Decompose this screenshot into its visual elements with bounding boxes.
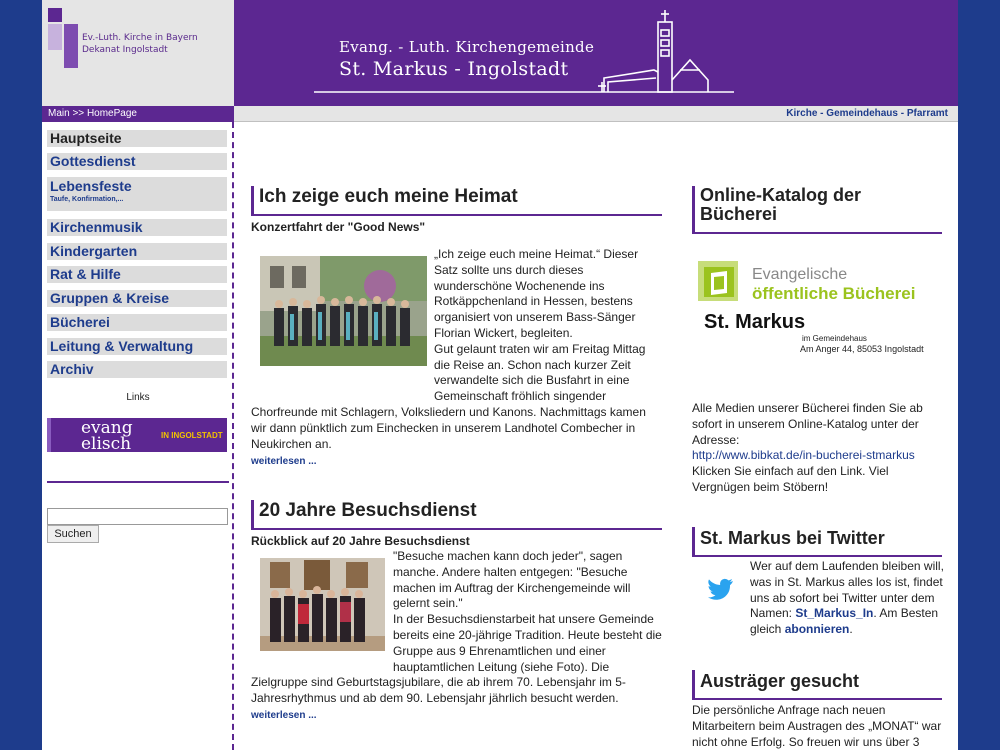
article-2-photo[interactable] — [260, 558, 385, 651]
site-banner — [234, 0, 958, 106]
article-1-photo[interactable] — [260, 256, 427, 366]
sidebar-item-leitung-verwaltung[interactable]: Leitung & Verwaltung — [47, 338, 227, 355]
article-1-text-bottom: Chorfreunde mit Schlagern, Volksliedern und Kanons. Nachmittags kamen wir dann pünktlich zum Einchecken in unserem Landhotel Combecher in Neukirchen an. — [251, 405, 646, 451]
article-2-title[interactable]: 20 Jahre Besuchsdienst — [251, 500, 662, 530]
catalog-text: Alle Medien unserer Bücherei finden Sie ab sofort in unserem Online-Katalog unter der Adresse: http://www.bibkat.de/in-bucherei-stmarkus Klicken Sie einfach auf den Link. Viel Vergnügen beim Stöbern! — [692, 401, 942, 496]
twitter-text: Wer auf dem Laufenden bleiben will, was in St. Markus alles los ist, findet uns ab sofort bei Twitter unter dem Namen: St_Markus_In. Am Besten gleich abonnieren. — [750, 559, 944, 637]
sidebar-item-kindergarten[interactable]: Kindergarten — [47, 243, 227, 260]
article-2-text-top: "Besuche machen kann doch jeder", sagen manche. Andere halten entgegen: "Besuche machen im Auftrag der Kirchengemeinde will gelernt sein." In der Besuchsdienstarbeit hat unsere Gemeinde bereits eine 20-jährige Tradition. Heute besteht die Gruppe aus 9 Ehrenamtlichen und einer hauptamtlichen Leitung (siehe Foto). Die — [393, 549, 662, 674]
library-logo[interactable] — [694, 253, 944, 358]
parish-title: Evang. - Luth. Kirchengemeinde — [339, 38, 595, 56]
page — [42, 0, 958, 750]
breadcrumb-separator: >> — [69, 108, 87, 119]
parish-name: St. Markus - Ingolstadt — [339, 58, 569, 80]
dekanat-logo[interactable] — [42, 0, 234, 106]
sidebar-item-lebensfeste[interactable]: Lebensfeste Taufe, Konfirmation,... — [47, 177, 227, 211]
catalog-url-link[interactable]: http://www.bibkat.de/in-bucherei-stmarkus — [692, 448, 915, 463]
top-links[interactable]: Kirche - Gemeindehaus - Pfarramt — [234, 106, 958, 122]
visiting-service-group-photo-icon — [260, 558, 385, 651]
twitter-subscribe-link[interactable]: abonnieren — [784, 622, 850, 637]
breadcrumb — [42, 106, 234, 122]
sidebar-divider — [47, 481, 229, 483]
svg-text:im Gemeindehaus: im Gemeindehaus — [802, 334, 867, 343]
svg-text:St. Markus: St. Markus — [704, 311, 806, 333]
svg-text:Am Anger 44, 85053 Ingolstadt: Am Anger 44, 85053 Ingolstadt — [800, 344, 924, 354]
article-1-subtitle: Konzertfahrt der "Good News" — [251, 220, 426, 234]
evangelisch-logo-icon — [51, 418, 227, 452]
carrier-text: Die persönliche Anfrage nach neuen Mitarbeitern beim Austragen des „MONAT“ war nicht ohne Erfolg. So freuen wir uns über 3 — [692, 703, 942, 749]
article-2-subtitle: Rückblick auf 20 Jahre Besuchsdienst — [251, 534, 470, 548]
search-button[interactable]: Suchen — [47, 525, 99, 543]
svg-text:IN INGOLSTADT: IN INGOLSTADT — [161, 431, 223, 440]
sidebar-item-hauptseite[interactable]: Hauptseite — [47, 130, 227, 147]
svg-text:elisch: elisch — [81, 434, 132, 452]
sidebar-item-gruppen-kreise[interactable]: Gruppen & Kreise — [47, 290, 227, 307]
article-2-text-bottom: Zielgruppe sind Geburtstagsjubilare, die ab ihrem 70. Lebensjahr im 5-Jahresrhythmus und ab dem 90. Lebensjahr jährlich besucht werden. — [251, 675, 626, 705]
logo-line1: Ev.-Luth. Kirche in Bayern — [82, 33, 198, 43]
breadcrumb-main-link[interactable]: Main — [48, 108, 70, 119]
sidebar — [42, 122, 234, 750]
search-input[interactable] — [47, 508, 228, 525]
dekanat-logo-mark-icon — [48, 8, 78, 68]
sidebar-item-archiv[interactable]: Archiv — [47, 361, 227, 378]
sidebar-item-gottesdienst[interactable]: Gottesdienst — [47, 153, 227, 170]
svg-text:öffentliche Bücherei: öffentliche Bücherei — [752, 284, 916, 303]
sidebar-item-kirchenmusik[interactable]: Kirchenmusik — [47, 219, 227, 236]
breadcrumb-current[interactable]: HomePage — [86, 108, 137, 119]
evangelisch-ingolstadt-banner[interactable] — [47, 418, 227, 452]
sidebar-item-lebensfeste-sub: Taufe, Konfirmation,... — [50, 196, 124, 203]
carrier-heading: Austräger gesucht — [692, 670, 942, 700]
sidebar-item-buecherei[interactable]: Bücherei — [47, 314, 227, 331]
article-2-read-more-link[interactable]: weiterlesen ... — [251, 710, 317, 721]
svg-text:Evangelische: Evangelische — [752, 266, 848, 283]
svg-text:evang: evang — [81, 418, 133, 438]
choir-photo-icon — [260, 256, 427, 366]
article-1-text-top: „Ich zeige euch meine Heimat.“ Dieser Satz sollte uns durch dieses wunderschöne Wochenende ins Rotkäppchenland in Hessen, bestens organisiert von unserem Bass-Sänger Florian Wickert, begleiten. Gut gelaunt traten wir am Freitag Mittag die Reise an. Schon nach kurzer Zeit verwandelte sich die Busfahrt in eine Gemeinschaft fröhlich singender — [434, 247, 646, 404]
catalog-heading: Online-Katalog der Bücherei — [692, 186, 942, 234]
article-1-title[interactable]: Ich zeige euch meine Heimat — [251, 186, 662, 216]
links-heading: Links — [126, 392, 150, 403]
twitter-handle-link[interactable]: St_Markus_In — [795, 606, 874, 621]
twitter-heading: St. Markus bei Twitter — [692, 527, 942, 557]
library-logo-icon — [694, 253, 944, 358]
article-1-read-more-link[interactable]: weiterlesen ... — [251, 456, 317, 467]
logo-line2: Dekanat Ingolstadt — [82, 45, 168, 55]
sidebar-item-rat-hilfe[interactable]: Rat & Hilfe — [47, 266, 227, 283]
